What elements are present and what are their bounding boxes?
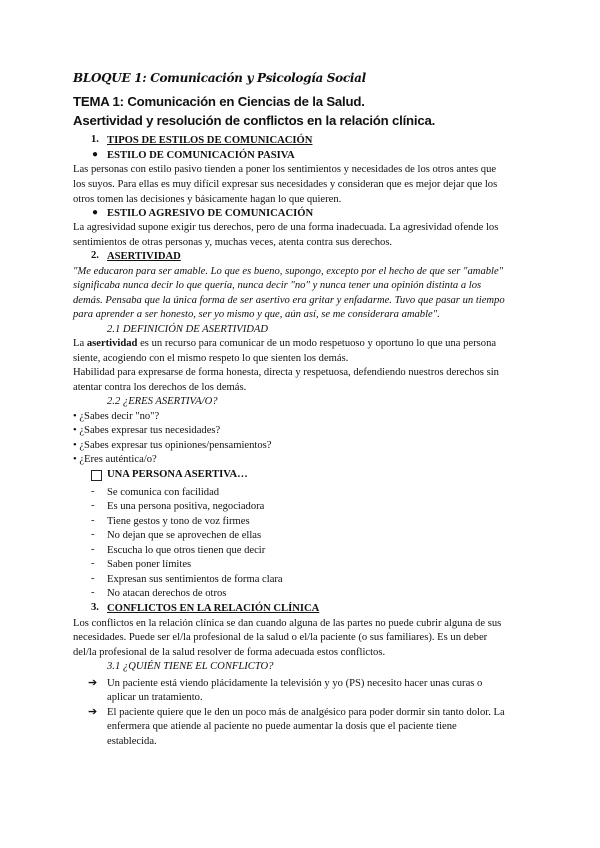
paragraph-line: La agresividad supone exigir tus derechos, pero de una forma inadecuada. La agresividad ofende los: [73, 222, 499, 233]
case-line: establecida.: [107, 736, 157, 747]
trait-item: Escucha lo que otros tienen que decir: [107, 545, 266, 556]
paragraph-line: Habilidad para expresarse de forma honesta, directa y respetuosa, defendiendo nuestros derechos sin: [73, 367, 499, 378]
subsection-3-1-heading: 3.1 ¿QUIÉN TIENE EL CONFLICTO?: [107, 661, 274, 672]
dash-icon: -: [91, 544, 95, 555]
paragraph-line: los suyos. Para ellas es muy difícil expresar sus necesidades y consideran que es mejor dejar que los: [73, 179, 498, 190]
dash-icon: -: [91, 515, 95, 526]
topic-title: TEMA 1: Comunicación en Ciencias de la Salud.: [73, 94, 365, 109]
definition-line: [73, 337, 496, 351]
case-line: aplicar un tratamiento.: [107, 692, 203, 703]
subsection-2-1-heading: 2.1 DEFINICIÓN DE ASERTIVIDAD: [107, 324, 269, 335]
topic-subtitle: Asertividad y resolución de conflictos en la relación clínica.: [73, 113, 436, 128]
trait-item: Se comunica con facilidad: [107, 487, 220, 498]
definition-line: siente, acogiendo con el mismo respeto lo que sienten los demás.: [73, 353, 349, 364]
question-item: • ¿Sabes expresar tus opiniones/pensamientos?: [73, 440, 272, 451]
dash-icon: -: [91, 529, 95, 540]
passive-style-heading: ESTILO DE COMUNICACIÓN PASIVA: [107, 150, 295, 161]
arrow-right-icon: ➔: [88, 677, 98, 689]
block-title: BLOQUE 1: Comunicación y Psicología Social: [73, 71, 366, 85]
question-item: • ¿Sabes expresar tus necesidades?: [73, 425, 221, 436]
trait-item: Tiene gestos y tono de voz firmes: [107, 516, 250, 527]
quote-line: demás. Pensaba que la única forma de ser asertivo era gritar y enfadarme. Tuvo que pasar un tiempo: [73, 295, 505, 306]
section-1-heading: TIPOS DE ESTILOS DE COMUNICACIÓN: [107, 135, 313, 146]
dash-icon: -: [91, 587, 95, 598]
question-item: • ¿Eres auténtica/o?: [73, 454, 157, 465]
section-2-number: 2.: [91, 250, 99, 261]
paragraph-line: sentimientos de otras personas y, muchas veces, atenta contra sus derechos.: [73, 237, 393, 248]
paragraph-line: necesidades. Puede ser el/la profesional de la salud o el/la paciente (o sus familiares). Es un deber: [73, 632, 488, 643]
section-2-heading: ASERTIVIDAD: [107, 251, 181, 262]
paragraph-line: del/la profesional de la salud resolver de forma adecuada estos conflictos.: [73, 647, 386, 658]
paragraph-line: Las personas con estilo pasivo tienden a poner los sentimientos y necesidades de los otros antes que: [73, 164, 497, 175]
trait-item: Es una persona positiva, negociadora: [107, 501, 265, 512]
bullet-icon: ●: [92, 149, 99, 160]
section-3-number: 3.: [91, 602, 99, 613]
question-item: • ¿Sabes decir "no"?: [73, 411, 160, 422]
definition-rest: es un recurso para comunicar de un modo respetuoso y oportuno lo que una persona: [137, 338, 497, 349]
trait-item: Saben poner límites: [107, 559, 192, 570]
subsection-2-2-heading: 2.2 ¿ERES ASERTIVA/O?: [107, 396, 218, 407]
bullet-icon: ●: [92, 207, 99, 218]
case-line: El paciente quiere que le den un poco más de analgésico para poder dormir sin tanto dolor. La: [107, 707, 505, 718]
quote-line: para aprender a ser honesto, ser yo mismo y que, aún así, se me considerara amable".: [73, 309, 440, 320]
dash-icon: -: [91, 573, 95, 584]
dash-icon: -: [91, 558, 95, 569]
section-1-number: 1.: [91, 134, 99, 145]
trait-item: No dejan que se aprovechen de ellas: [107, 530, 262, 541]
trait-item: Expresan sus sentimientos de forma clara: [107, 574, 283, 585]
paragraph-line: otros tomen las decisiones y básicamente hagan lo que quieren.: [73, 194, 342, 205]
dash-icon: -: [91, 500, 95, 511]
definition-keyword: asertividad: [86, 338, 138, 349]
aggressive-style-heading: ESTILO AGRESIVO DE COMUNICACIÓN: [107, 208, 314, 219]
dash-icon: -: [91, 486, 95, 497]
checkbox-icon: [91, 470, 102, 481]
paragraph-line: Los conflictos en la relación clínica se dan cuando alguna de las partes no puede cubrir alguna de sus: [73, 618, 502, 629]
section-3-heading: CONFLICTOS EN LA RELACIÓN CLÍNICA: [107, 603, 320, 614]
quote-line: significaba nunca decir lo que quería, nunca decir "no" y nunca tener una opinión distinta a los: [73, 280, 482, 291]
arrow-right-icon: ➔: [88, 706, 98, 718]
trait-item: No atacan derechos de otros: [107, 588, 227, 599]
assertive-person-heading: UNA PERSONA ASERTIVA…: [107, 469, 248, 480]
definition-prefix: La: [73, 338, 87, 349]
case-line: Un paciente está viendo plácidamente la televisión y yo (PS) necesito hacer unas curas o: [107, 678, 483, 689]
case-line: enfermera que atiende al paciente no puede aumentar la dosis que el paciente tiene: [107, 721, 457, 732]
quote-line: "Me educaron para ser amable. Lo que es bueno, supongo, excepto por el hecho de que ser "amable": [73, 266, 504, 277]
paragraph-line: atentar contra los derechos de los demás.: [73, 382, 247, 393]
